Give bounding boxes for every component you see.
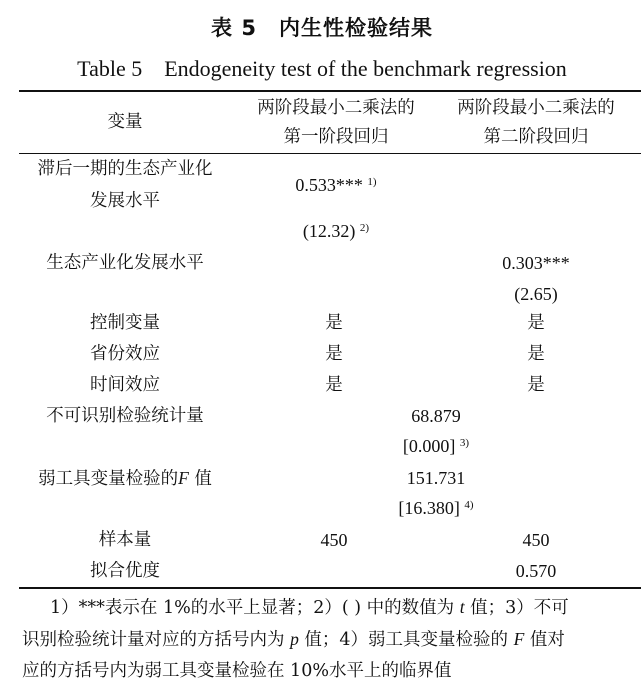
row-r2-second: 0.570 [515, 561, 557, 581]
lag-coef-value: 0.533*** [295, 175, 363, 195]
row-lag-label-line2: 发展水平 [90, 191, 160, 211]
row-lag-coef [236, 174, 436, 196]
lag-coef-footnote: 1) [367, 176, 377, 188]
row-unid-value: 68.879 [411, 406, 461, 426]
row-n-second: 450 [522, 530, 550, 550]
row-time-label: 时间效应 [90, 375, 160, 395]
row-unid-label: 不可识别检验统计量 [46, 406, 204, 426]
row-n-label: 样本量 [98, 530, 152, 550]
row-time-first: 是 [325, 375, 343, 395]
weak-label-post: 值 [194, 469, 212, 489]
weak-crit-value: [16.380] [398, 498, 460, 518]
table-title-en: Table 5 Endogeneity test of the benchmark regression [77, 56, 567, 81]
row-eco-label: 生态产业化发展水平 [46, 253, 204, 273]
header-second-stage-line1: 两阶段最小二乘法的 [457, 98, 615, 118]
top-rule [19, 90, 641, 92]
header-first-stage-line2: 第一阶段回归 [283, 127, 389, 147]
unid-p-footnote: 3) [459, 437, 470, 449]
row-weak-value: 151.731 [406, 468, 466, 488]
row-n-first: 450 [320, 530, 348, 550]
row-province-first: 是 [325, 344, 343, 364]
row-eco-t: (2.65) [514, 284, 558, 304]
row-control-second: 是 [527, 313, 545, 333]
note-p-symbol: p [290, 629, 299, 649]
lag-t-footnote: 2) [359, 222, 370, 234]
header-variable: 变量 [107, 112, 143, 132]
bottom-rule [19, 587, 641, 589]
header-rule [19, 153, 641, 154]
note-line-3: 应的方括号内为弱工具变量检验在 10%水平上的临界值 [22, 661, 452, 681]
note-t-symbol: t [459, 597, 465, 617]
row-unid-p [236, 435, 636, 457]
note-line-1: 1）***表示在 1%的水平上显著；2）( ) 中的数值为 t 值；3）不可 [50, 597, 569, 618]
header-first-stage-line1: 两阶段最小二乘法的 [257, 98, 415, 118]
row-control-label: 控制变量 [90, 313, 160, 333]
row-province-second: 是 [527, 344, 545, 364]
note-line-2: 识别检验统计量对应的方括号内为 p 值；4）弱工具变量检验的 F 值对 [22, 629, 565, 650]
row-province-label: 省份效应 [90, 344, 160, 364]
row-r2-label: 拟合优度 [90, 561, 160, 581]
row-lag-label-line1: 滞后一期的生态产业化 [37, 159, 213, 179]
row-weak-label [19, 467, 231, 490]
row-lag-t [236, 220, 436, 242]
weak-label-pre: 弱工具变量检验的 [38, 469, 179, 489]
table-title-cn: 表 5 内生性检验结果 [211, 16, 433, 40]
table-notes [22, 592, 634, 687]
row-eco-coef: 0.303*** [502, 253, 570, 273]
weak-label-f: F [178, 468, 189, 488]
row-control-first: 是 [325, 313, 343, 333]
note-f-symbol: F [513, 629, 525, 649]
unid-p-value: [0.000] [402, 436, 456, 456]
lag-t-value: (12.32) [302, 221, 356, 241]
row-time-second: 是 [527, 375, 545, 395]
header-second-stage-line2: 第二阶段回归 [483, 127, 589, 147]
row-weak-crit [236, 497, 636, 519]
weak-crit-footnote: 4) [464, 499, 474, 511]
